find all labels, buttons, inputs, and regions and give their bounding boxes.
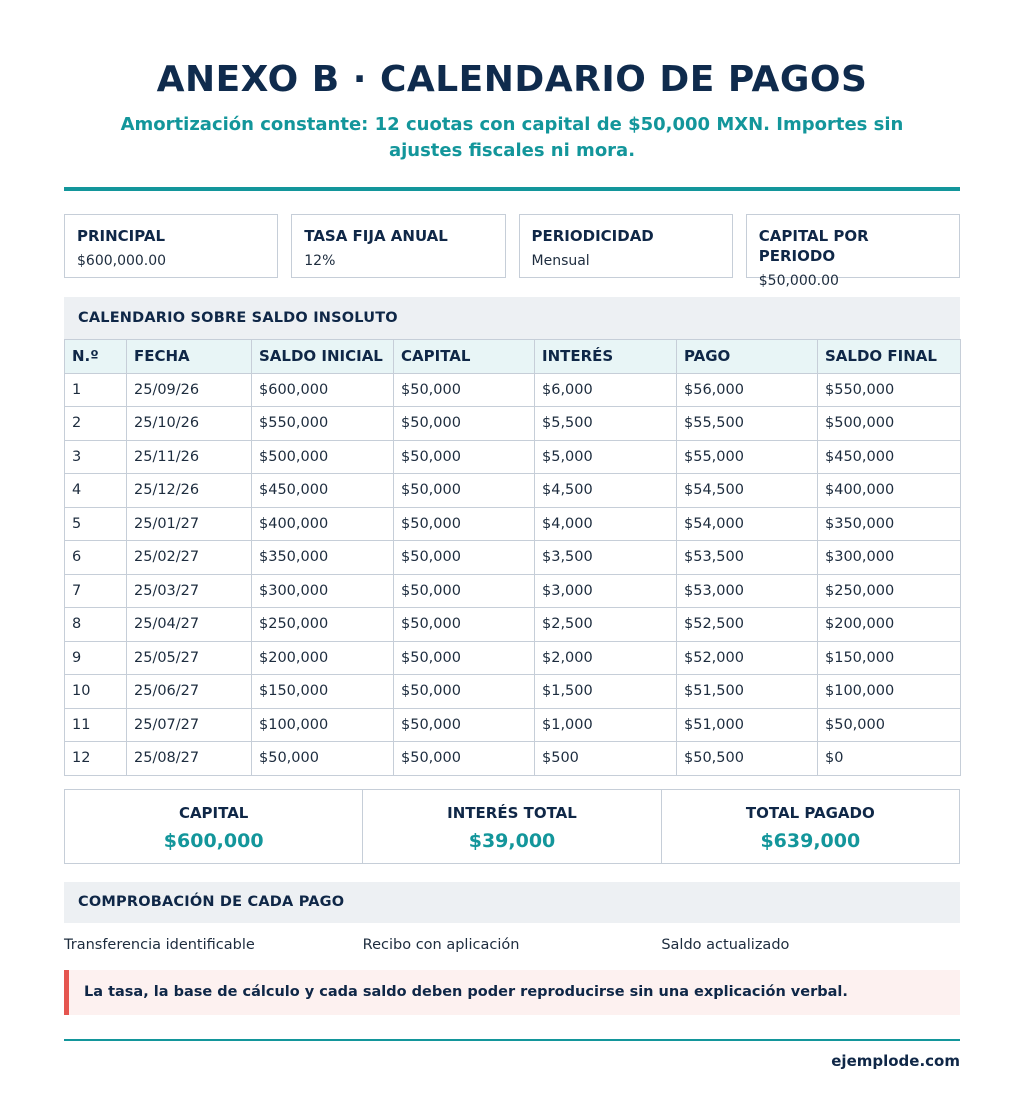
verification-item: Saldo actualizado	[661, 936, 790, 953]
table-cell: $500,000	[818, 407, 961, 441]
table-cell: 1	[65, 373, 127, 407]
total-label: INTERÉS TOTAL	[447, 803, 577, 822]
table-cell: $2,500	[535, 608, 677, 642]
table-cell: $100,000	[252, 708, 394, 742]
table-row	[65, 742, 961, 776]
totals-panel	[64, 789, 960, 864]
table-cell: 25/04/27	[127, 608, 252, 642]
table-cell: 25/01/27	[127, 507, 252, 541]
table-cell: 6	[65, 541, 127, 575]
table-cell: 25/07/27	[127, 708, 252, 742]
table-cell: 11	[65, 708, 127, 742]
table-cell: $55,000	[677, 440, 818, 474]
table-cell: $1,000	[535, 708, 677, 742]
card-value: $50,000.00	[758, 273, 839, 289]
total-paid	[661, 790, 959, 863]
footer-site: ejemplode.com	[831, 1051, 960, 1070]
summary-card-capital-per-period	[746, 214, 960, 289]
table-cell: $5,000	[535, 440, 677, 474]
table-cell: $50,000	[394, 474, 535, 508]
table-cell: $1,500	[535, 675, 677, 709]
table-cell: 25/11/26	[127, 440, 252, 474]
table-cell: $50,000	[252, 742, 394, 776]
table-cell: $300,000	[252, 574, 394, 608]
column-header: SALDO INICIAL	[252, 340, 394, 374]
table-cell: $350,000	[252, 541, 394, 575]
table-row	[65, 675, 961, 709]
table-cell: $200,000	[818, 608, 961, 642]
table-row	[65, 608, 961, 642]
total-label: TOTAL PAGADO	[745, 803, 875, 822]
column-header: SALDO FINAL	[818, 340, 961, 374]
table-cell: $550,000	[252, 407, 394, 441]
table-cell: $300,000	[818, 541, 961, 575]
total-label: CAPITAL	[178, 803, 249, 822]
table-cell: $55,500	[677, 407, 818, 441]
table-cell: $50,000	[394, 574, 535, 608]
table-cell: $4,500	[535, 474, 677, 508]
column-header: FECHA	[127, 340, 252, 374]
summary-card-rate	[291, 214, 505, 278]
table-cell: 3	[65, 440, 127, 474]
table-row	[65, 407, 961, 441]
table-cell: $6,000	[535, 373, 677, 407]
table-row	[65, 541, 961, 575]
table-cell: $50,500	[677, 742, 818, 776]
table-cell: 7	[65, 574, 127, 608]
table-cell: $50,000	[394, 742, 535, 776]
total-value: $639,000	[760, 829, 861, 852]
summary-card-periodicity	[519, 214, 733, 278]
table-cell: $50,000	[818, 708, 961, 742]
table-cell: $53,500	[677, 541, 818, 575]
table-cell: $50,000	[394, 608, 535, 642]
column-header: N.º	[65, 340, 127, 374]
table-cell: $500,000	[252, 440, 394, 474]
table-cell: $250,000	[818, 574, 961, 608]
table-row	[65, 574, 961, 608]
table-cell: $54,500	[677, 474, 818, 508]
table-row	[65, 373, 961, 407]
table-cell: 2	[65, 407, 127, 441]
table-cell: $50,000	[394, 507, 535, 541]
table-cell: 9	[65, 641, 127, 675]
table-cell: 25/03/27	[127, 574, 252, 608]
table-cell: 25/08/27	[127, 742, 252, 776]
calculation-note: La tasa, la base de cálculo y cada saldo deben poder reproducirse sin una explicación verbal.	[64, 970, 960, 1015]
verification-heading: COMPROBACIÓN DE CADA PAGO	[64, 882, 960, 923]
table-cell: $51,500	[677, 675, 818, 709]
column-header: CAPITAL	[394, 340, 535, 374]
table-row	[65, 507, 961, 541]
table-cell: $50,000	[394, 675, 535, 709]
table-cell: $400,000	[252, 507, 394, 541]
table-row	[65, 440, 961, 474]
page-subtitle: Amortización constante: 12 cuotas con capital de $50,000 MXN. Importes sin ajustes fiscales ni mora.	[120, 114, 904, 161]
table-cell: 25/09/26	[127, 373, 252, 407]
table-cell: $50,000	[394, 440, 535, 474]
table-cell: 4	[65, 474, 127, 508]
table-cell: $400,000	[818, 474, 961, 508]
card-value: 12%	[304, 253, 336, 269]
table-cell: $150,000	[818, 641, 961, 675]
table-cell: $250,000	[252, 608, 394, 642]
table-cell: 8	[65, 608, 127, 642]
table-header-row	[65, 340, 961, 374]
table-cell: 25/06/27	[127, 675, 252, 709]
bottom-divider	[64, 1039, 960, 1041]
table-row	[65, 474, 961, 508]
table-cell: $150,000	[252, 675, 394, 709]
table-cell: $50,000	[394, 373, 535, 407]
total-value: $39,000	[468, 829, 556, 852]
table-cell: $2,000	[535, 641, 677, 675]
verification-item: Recibo con aplicación	[362, 936, 520, 953]
table-cell: $100,000	[818, 675, 961, 709]
table-cell: $450,000	[252, 474, 394, 508]
table-cell: 25/05/27	[127, 641, 252, 675]
table-cell: 25/12/26	[127, 474, 252, 508]
table-cell: $0	[818, 742, 961, 776]
table-cell: $56,000	[677, 373, 818, 407]
table-cell: $54,000	[677, 507, 818, 541]
table-cell: $52,000	[677, 641, 818, 675]
table-row	[65, 708, 961, 742]
column-header: PAGO	[677, 340, 818, 374]
table-cell: 10	[65, 675, 127, 709]
table-cell: 25/10/26	[127, 407, 252, 441]
table-cell: $500	[535, 742, 677, 776]
verification-list	[64, 935, 960, 955]
table-cell: $4,000	[535, 507, 677, 541]
table-row	[65, 641, 961, 675]
table-cell: $50,000	[394, 641, 535, 675]
card-value: Mensual	[531, 253, 590, 269]
total-capital	[65, 790, 362, 863]
table-cell: $200,000	[252, 641, 394, 675]
column-header: INTERÉS	[535, 340, 677, 374]
total-interest	[362, 790, 660, 863]
table-cell: $50,000	[394, 407, 535, 441]
table-cell: 25/02/27	[127, 541, 252, 575]
table-cell: $550,000	[818, 373, 961, 407]
table-cell: $5,500	[535, 407, 677, 441]
schedule-heading: CALENDARIO SOBRE SALDO INSOLUTO	[64, 297, 960, 339]
card-label: CAPITAL POR PERIODO	[758, 227, 869, 265]
summary-card-principal	[64, 214, 278, 278]
table-cell: $3,000	[535, 574, 677, 608]
payment-schedule-table	[64, 339, 961, 776]
table-cell: $50,000	[394, 708, 535, 742]
table-cell: $350,000	[818, 507, 961, 541]
table-cell: $52,500	[677, 608, 818, 642]
summary-cards	[64, 214, 960, 289]
page-title: ANEXO B · CALENDARIO DE PAGOS	[156, 59, 868, 100]
table-cell: $51,000	[677, 708, 818, 742]
card-value: $600,000.00	[77, 253, 167, 269]
verification-item: Transferencia identificable	[64, 936, 255, 953]
top-divider	[64, 187, 960, 191]
total-value: $600,000	[163, 829, 264, 852]
table-cell: $50,000	[394, 541, 535, 575]
table-cell: $53,000	[677, 574, 818, 608]
table-cell: 5	[65, 507, 127, 541]
table-cell: $450,000	[818, 440, 961, 474]
table-cell: 12	[65, 742, 127, 776]
card-label: PRINCIPAL	[77, 227, 166, 245]
table-cell: $3,500	[535, 541, 677, 575]
document-page	[64, 0, 960, 1071]
card-label: TASA FIJA ANUAL	[304, 227, 448, 245]
table-body	[65, 373, 961, 775]
table-cell: $600,000	[252, 373, 394, 407]
card-label: PERIODICIDAD	[531, 227, 654, 245]
